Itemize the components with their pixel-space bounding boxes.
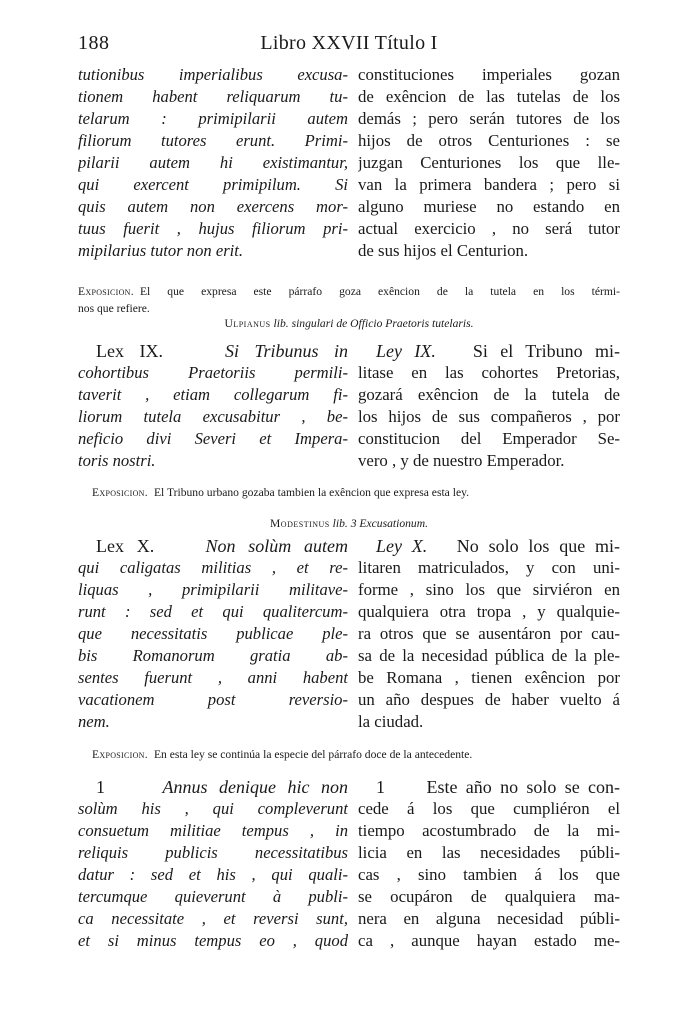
paragraph-1-latin (78, 776, 348, 952)
spanish-line: No solo los que mi- (456, 536, 620, 556)
exposicion-text: El que expresa este párrafo goza exêncion de la tutela en los térmi- (139, 285, 620, 298)
ley-10-spanish (358, 535, 620, 733)
spanish-line: juzgan Centuriones los que lle- (358, 153, 620, 172)
lex-10-block (78, 535, 620, 733)
latin-line: taverit , etiam collegarum fi- (78, 385, 348, 404)
latin-line: Non solùm autem (205, 536, 348, 556)
exposicion-note-2 (78, 484, 620, 501)
spanish-line: de sus hijos el Centurion. (358, 241, 529, 260)
paragraph-1-block (78, 776, 620, 952)
latin-line: pilarii autem hi existimantur, (78, 153, 348, 172)
page-header (78, 32, 620, 60)
latin-line: qui caligatas militias , et re- (78, 558, 348, 577)
spanish-line: Este año no solo se con- (426, 777, 620, 797)
lex-heading: Lex X. (96, 536, 155, 556)
exposicion-label: Exposicion. (92, 748, 148, 761)
latin-line: datur : sed et his , qui quali- (78, 865, 348, 884)
source-work: lib. 3 Excusationum. (332, 517, 428, 530)
spanish-line: van la primera bandera ; pero si (358, 175, 620, 194)
latin-line: reliquis publicis necessitatibus (78, 843, 348, 862)
latin-line: telarum : primipilarii autem (78, 109, 348, 128)
spanish-line: qualquiera otra tropa , y qualquie- (358, 602, 620, 621)
exposicion-label: Exposicion. (78, 285, 134, 298)
spanish-line: vero , y de nuestro Emperador. (358, 451, 565, 470)
spanish-line: cas , sino tambien á los que (358, 865, 620, 884)
latin-line: mipilarius tutor non erit. (78, 241, 244, 260)
exposicion-note-3 (78, 746, 620, 763)
source-author: Ulpianus (224, 317, 271, 330)
spanish-line: ra otros que se ausentáron por cau- (358, 624, 620, 643)
spanish-line: hijos de otros Centuriones : se (358, 131, 620, 150)
source-author: Modestinus (270, 517, 330, 530)
exposicion-text: El Tribuno urbano gozaba tambien la exêncion que expresa esta ley. (153, 486, 470, 499)
source-citation-1 (78, 316, 620, 332)
latin-line: tionem habent reliquarum tu- (78, 87, 348, 106)
latin-line: Si Tribunus in (224, 341, 348, 361)
latin-line: que necessitatis publicae ple- (78, 624, 348, 643)
lex-heading: Lex IX. (96, 341, 163, 361)
spanish-line: de exêncion de las tutelas de los (358, 87, 620, 106)
spanish-line: cede á los que cumpliéron el (358, 799, 620, 818)
spanish-line: los hijos de sus compañeros , por (358, 407, 620, 426)
spanish-line: litase en las cohortes Pretorias, (358, 363, 620, 382)
spanish-line: Si el Tribuno mi- (472, 341, 620, 361)
exposicion-text: nos que refiere. (78, 302, 150, 315)
exposicion-text: En esta ley se continúa la especie del párrafo doce de la antecedente. (153, 748, 473, 761)
latin-line: sentes fuerunt , anni habent (78, 668, 348, 687)
ley-9-spanish (358, 340, 620, 472)
spanish-line: alguno muriese no estando en (358, 197, 620, 216)
spanish-line: un año despues de haber vuelto á (358, 690, 620, 709)
latin-line: cohortibus Praetoriis permili- (78, 363, 348, 382)
latin-line: tercumque quieverunt à publi- (78, 887, 348, 906)
ley-heading: Ley X. (376, 536, 428, 556)
spanish-line: demás ; pero serán tutores de los (358, 109, 620, 128)
latin-line: solùm his , qui compleverunt (78, 799, 348, 818)
paragraph-number: 1 (376, 777, 385, 797)
latin-line: liorum tutela excusabitur , be- (78, 407, 348, 426)
spanish-line: be Romana , tienen exêncion por (358, 668, 620, 687)
spanish-line: tiempo acostumbrado de la mi- (358, 821, 620, 840)
latin-line: toris nostri. (78, 451, 156, 470)
spanish-line: ca , aunque hayan estado me- (358, 931, 620, 950)
spanish-line: litaren matriculados, y con uni- (358, 558, 620, 577)
latin-line: Annus denique hic non (162, 777, 348, 797)
spanish-line: la ciudad. (358, 712, 424, 731)
lex-9-block (78, 340, 620, 472)
latin-line: bis Romanorum gratia ab- (78, 646, 348, 665)
spanish-line: se ocupáron de qualquiera ma- (358, 887, 620, 906)
source-citation-2 (78, 516, 620, 532)
latin-line: nem. (78, 712, 110, 731)
latin-column-1 (78, 64, 348, 262)
exposicion-label: Exposicion. (92, 486, 148, 499)
exposicion-note-1 (78, 283, 620, 317)
spanish-line: constituciones imperiales gozan (358, 65, 620, 84)
spanish-column-1 (358, 64, 620, 262)
latin-line: runt : sed et qui qualitercum- (78, 602, 348, 621)
spanish-line: forme , sino los que sirviéron en (358, 580, 620, 599)
paragraph-1-spanish (358, 776, 620, 952)
page-number: 188 (78, 32, 110, 54)
text-block-1 (78, 64, 620, 262)
latin-line: filiorum tutores erunt. Primi- (78, 131, 348, 150)
latin-line: quis autem non exercens mor- (78, 197, 348, 216)
spanish-line: constitucion del Emperador Se- (358, 429, 620, 448)
lex-10-latin (78, 535, 348, 733)
latin-line: liquas , primipilarii militave- (78, 580, 348, 599)
latin-line: qui exercent primipilum. Si (78, 175, 348, 194)
lex-9-latin (78, 340, 348, 472)
spanish-line: sa de la necesidad pública de la ple- (358, 646, 620, 665)
latin-line: et si minus tempus eo , quod (78, 931, 348, 950)
spanish-line: actual exercicio , no será tutor (358, 219, 620, 238)
spanish-line: nera en alguna necesidad públi- (358, 909, 620, 928)
latin-line: neficio divi Severi et Impera- (78, 429, 348, 448)
latin-line: consuetum militiae tempus , in (78, 821, 348, 840)
spanish-line: gozará exêncion de la tutela de (358, 385, 620, 404)
ley-heading: Ley IX. (376, 341, 436, 361)
latin-line: tuus fuerit , hujus filiorum pri- (78, 219, 348, 238)
paragraph-number: 1 (96, 777, 105, 797)
latin-line: vacationem post reversio- (78, 690, 348, 709)
latin-line: ca necessitate , et reversi sunt, (78, 909, 348, 928)
running-title: Libro XXVII Título I (260, 32, 438, 54)
source-work: lib. singulari de Officio Praetoris tutelaris. (273, 317, 474, 330)
latin-line: tutionibus imperialibus excusa- (78, 65, 348, 84)
spanish-line: licia en las necesidades públi- (358, 843, 620, 862)
